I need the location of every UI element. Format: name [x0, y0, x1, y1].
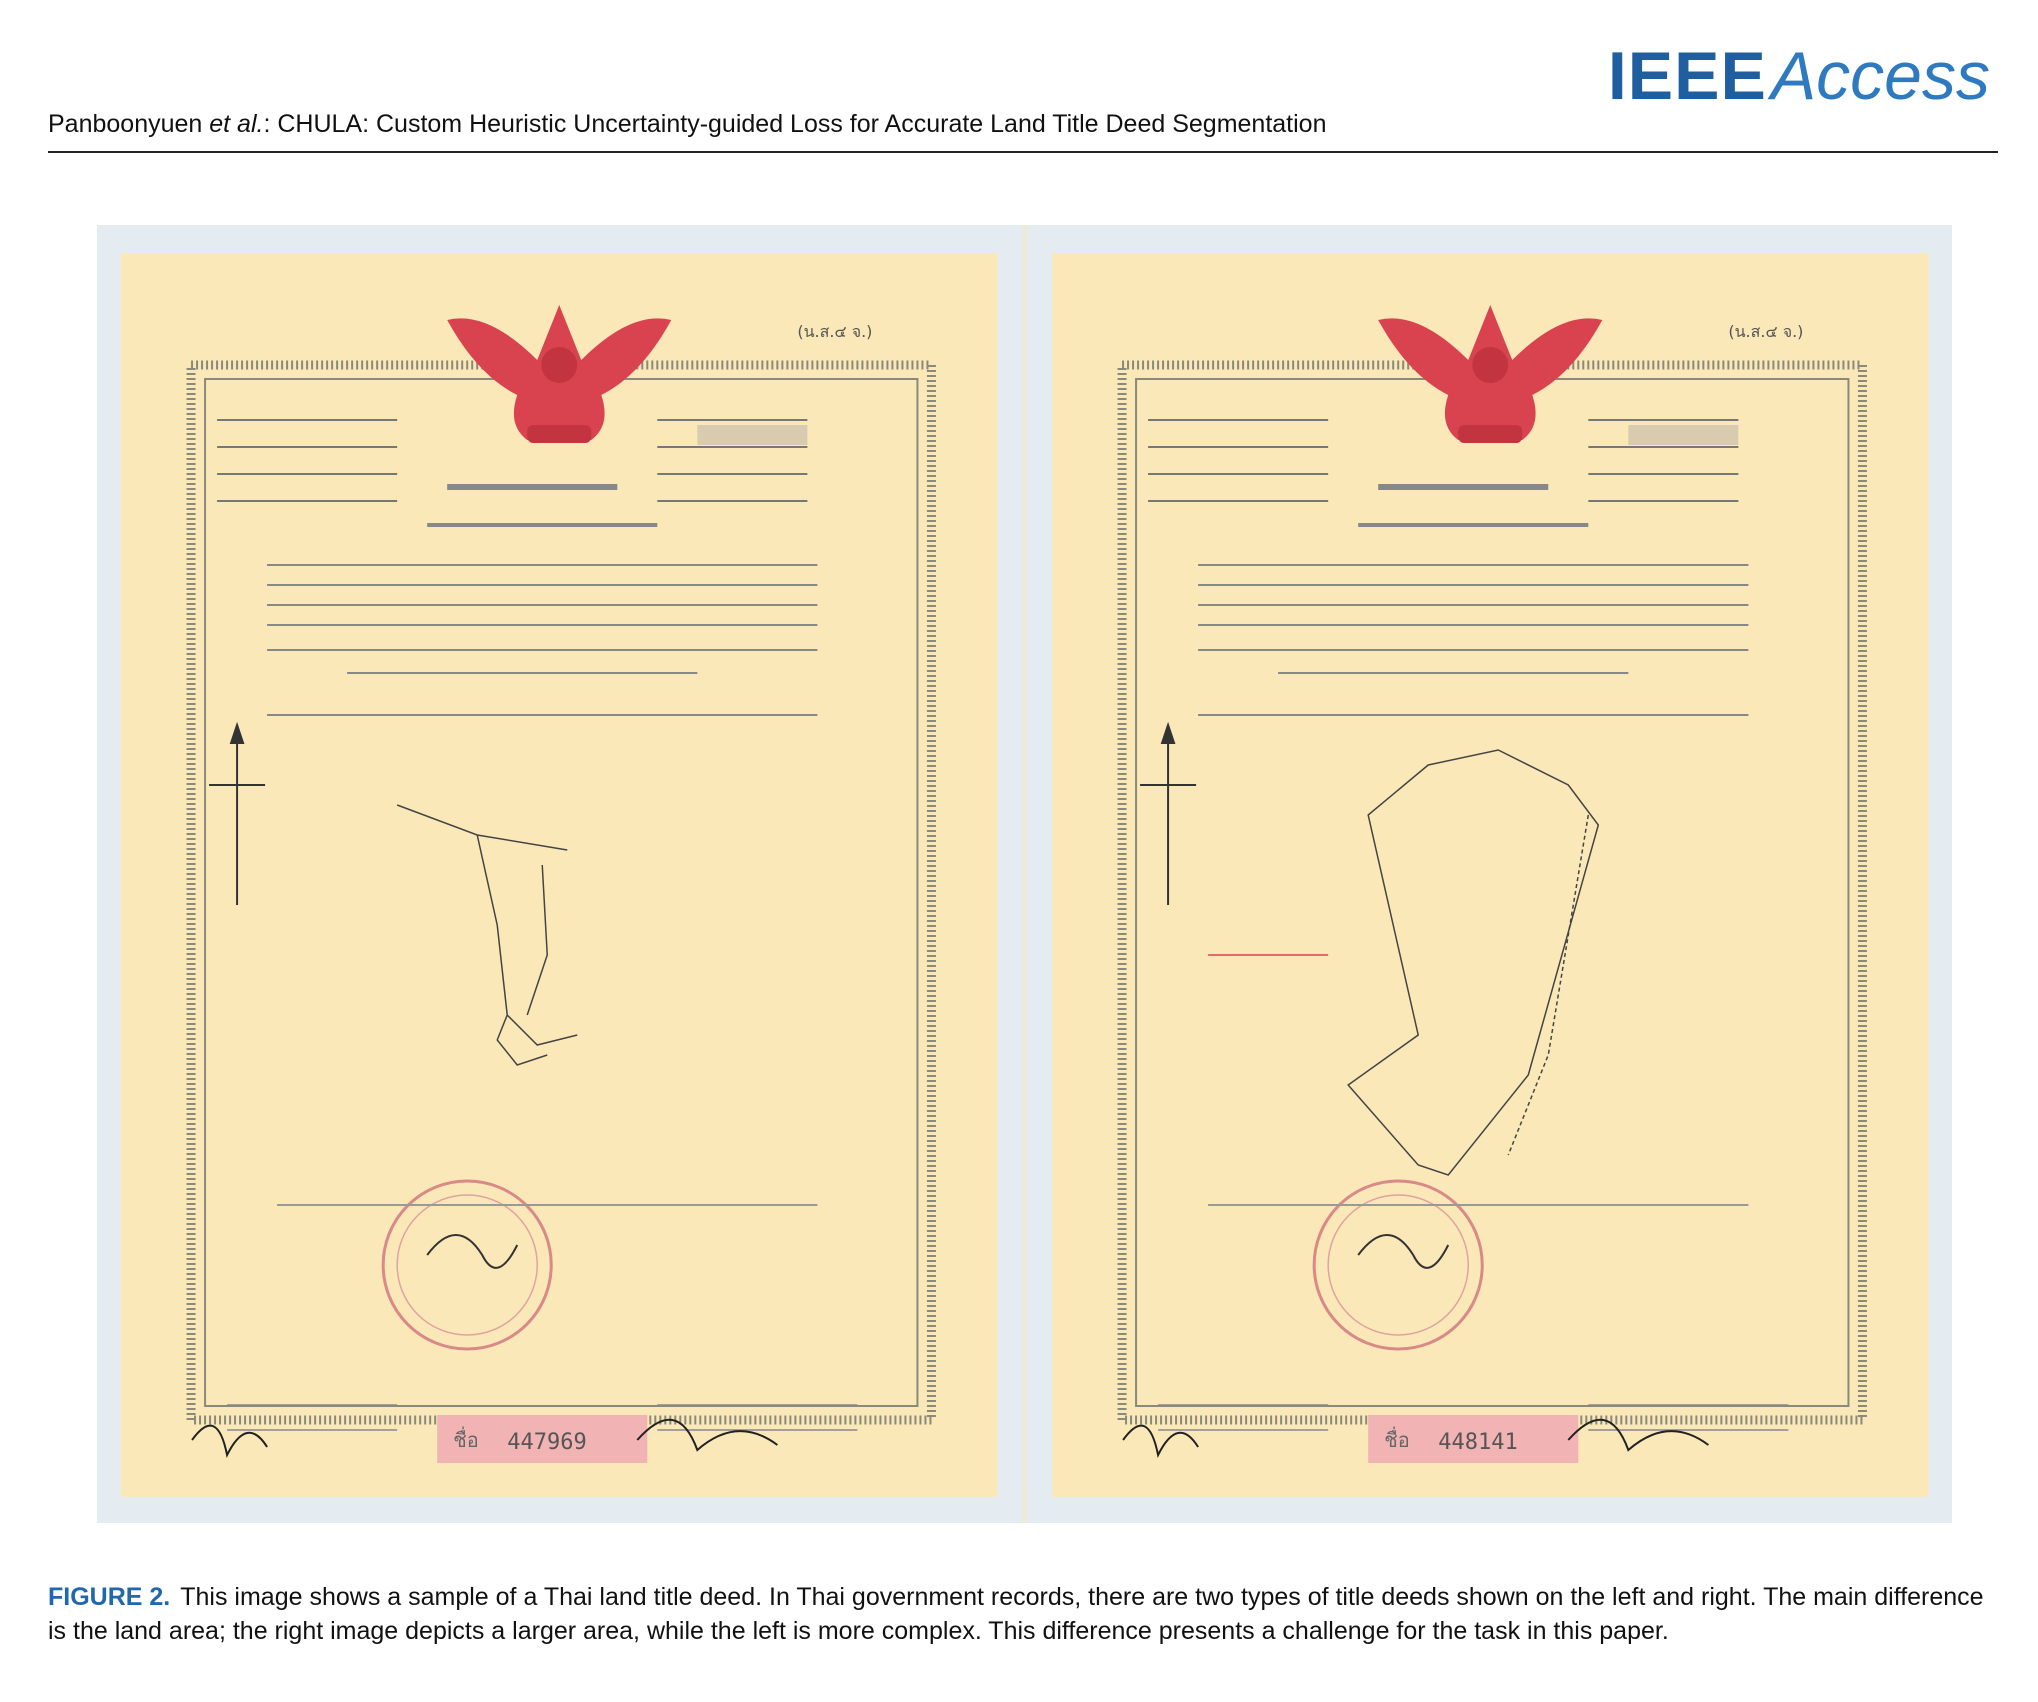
serial-number: 448141 [1437, 1430, 1518, 1455]
deed-number-box [1628, 425, 1738, 445]
deed-doc-number: (น.ส.๔ จ.) [1727, 322, 1803, 341]
figure-caption [48, 1580, 1998, 1648]
deed-image-left [97, 225, 1022, 1523]
header-rule [48, 151, 1998, 153]
serial-prefix: ชื่อ [1383, 1428, 1410, 1452]
serial-number: 447969 [507, 1430, 587, 1455]
ieee-access-logo [1607, 38, 1990, 114]
running-head-authors: Panboonyuen [48, 110, 203, 138]
running-head-etal: et al. [209, 110, 264, 138]
deed-panel-left [97, 225, 1022, 1523]
serial-prefix: ชื่อ [453, 1428, 479, 1452]
deed-number-box [697, 425, 807, 445]
deed-panel-right [1028, 225, 1953, 1523]
running-head-title: : CHULA: Custom Heuristic Uncertainty-guided Loss for Accurate Land Title Deed Segmentation [263, 110, 1327, 138]
logo-ieee: IEEE [1607, 38, 1767, 114]
deed-doc-number: (น.ส.๔ จ.) [797, 322, 873, 341]
figure-label: FIGURE 2. [48, 1583, 171, 1611]
running-head [48, 110, 1326, 139]
deed-image-right [1028, 225, 1953, 1523]
logo-access: Access [1770, 38, 1990, 114]
caption-text: This image shows a sample of a Thai land title deed. In Thai government records, there are two types of title deeds shown on the left and right. The main difference is the land area; the right image depicts a larger area, while the left is more complex. This difference presents a challenge for the task in this paper. [48, 1583, 1984, 1645]
figure-2 [97, 225, 1952, 1523]
